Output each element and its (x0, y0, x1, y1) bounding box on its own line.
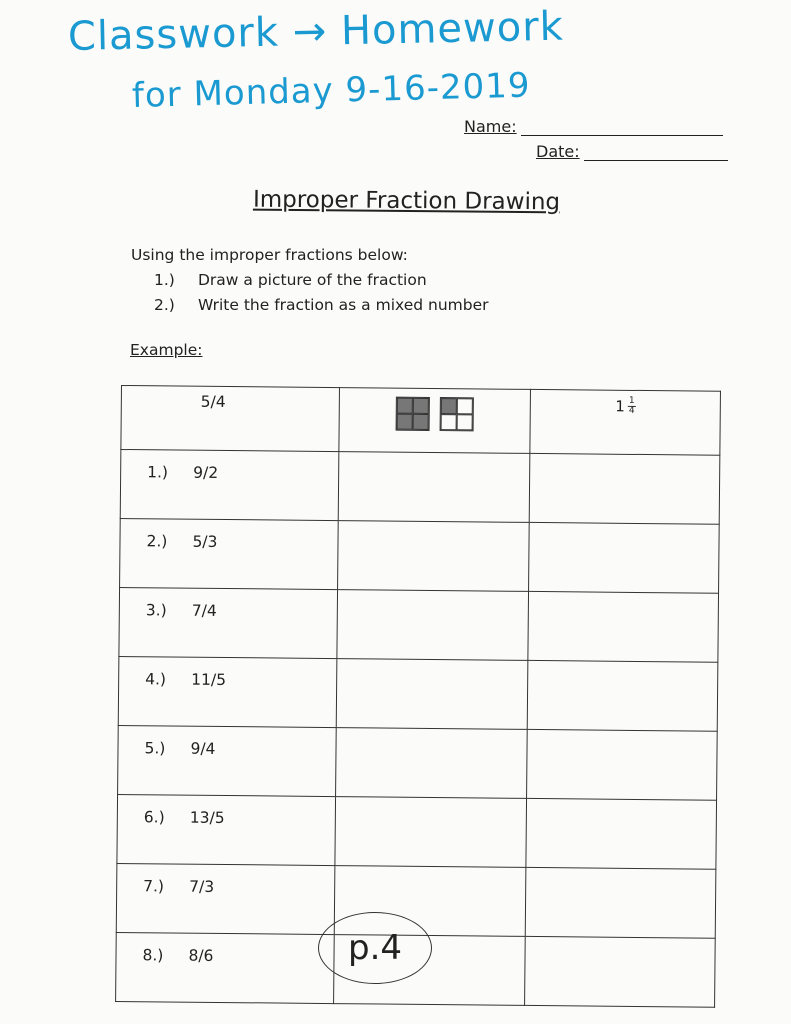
page-number-circle (318, 912, 432, 984)
example-row (121, 386, 721, 456)
date-label: Date: (536, 142, 580, 161)
table-row (118, 656, 718, 731)
example-picture-cell (339, 388, 531, 454)
fraction-table (115, 385, 721, 1008)
problem-fraction: 11/5 (191, 670, 227, 690)
name-label: Name: (464, 117, 517, 136)
drawing-answer-cell[interactable] (335, 728, 527, 799)
fraction-square-full (396, 397, 430, 431)
problem-cell (120, 518, 338, 589)
mixed-denominator: 4 (628, 405, 635, 416)
handwritten-note-line1: Classwork → Homework (67, 3, 565, 60)
mixed-whole: 1 (615, 397, 625, 416)
problem-number: 8.) (142, 946, 164, 965)
problem-number: 5.) (144, 739, 166, 758)
problem-cell (119, 587, 337, 658)
mixed-answer-cell[interactable] (526, 867, 716, 938)
example-fraction-cell (121, 386, 339, 452)
fraction-square-quarter (440, 397, 474, 431)
problem-fraction: 7/3 (189, 877, 215, 896)
problem-fraction: 13/5 (189, 808, 225, 828)
instruction-step-1 (154, 271, 427, 289)
problem-cell (120, 450, 338, 521)
mixed-answer-cell[interactable] (529, 522, 719, 593)
mixed-answer-cell[interactable] (530, 453, 720, 524)
problem-number: 2.) (146, 532, 168, 551)
example-mixed-number (615, 397, 635, 415)
drawing-answer-cell[interactable] (337, 590, 529, 661)
step-number: 1.) (154, 271, 175, 289)
problem-number: 1.) (147, 463, 169, 482)
problem-number: 7.) (143, 877, 165, 896)
problem-cell (117, 794, 335, 865)
mixed-answer-cell[interactable] (525, 936, 715, 1007)
problem-fraction: 5/3 (192, 532, 218, 551)
drawing-answer-cell[interactable] (335, 797, 527, 868)
problem-fraction: 9/4 (190, 739, 216, 758)
problem-number: 3.) (145, 601, 167, 620)
date-line[interactable] (584, 144, 728, 161)
table-row (117, 794, 717, 869)
problem-fraction: 8/6 (188, 946, 214, 965)
mixed-answer-cell[interactable] (526, 798, 716, 869)
problem-number: 4.) (145, 670, 167, 689)
instructions-intro: Using the improper fractions below: (131, 246, 408, 264)
drawing-answer-cell[interactable] (337, 521, 529, 592)
mixed-answer-cell[interactable] (528, 591, 718, 662)
problem-cell (118, 725, 336, 796)
example-mixed-cell (530, 389, 720, 455)
example-fraction: 5/4 (200, 392, 226, 412)
page-number: p.4 (347, 928, 403, 968)
mixed-answer-cell[interactable] (528, 660, 718, 731)
table-row (120, 450, 720, 525)
problem-cell (116, 932, 334, 1003)
table-row (119, 587, 719, 662)
date-field[interactable] (536, 142, 728, 161)
problem-cell (116, 863, 334, 934)
example-label: Example: (130, 341, 203, 359)
mixed-numerator: 1 (628, 395, 635, 406)
instruction-step-2 (154, 296, 489, 314)
handwritten-note-line2: for Monday 9-16-2019 (131, 65, 531, 116)
mixed-answer-cell[interactable] (527, 729, 717, 800)
drawing-answer-cell[interactable] (336, 659, 528, 730)
name-line[interactable] (521, 119, 723, 136)
problem-fraction: 9/2 (193, 463, 219, 482)
step-text: Write the fraction as a mixed number (198, 296, 489, 314)
table-row (120, 518, 720, 593)
drawing-answer-cell[interactable] (338, 452, 530, 523)
name-field[interactable] (464, 117, 723, 136)
page-title: Improper Fraction Drawing (252, 186, 561, 216)
step-text: Draw a picture of the fraction (198, 271, 427, 289)
problem-fraction: 7/4 (191, 601, 217, 620)
step-number: 2.) (154, 296, 175, 314)
problem-number: 6.) (143, 808, 165, 827)
problem-cell (118, 656, 336, 727)
table-row (118, 725, 718, 800)
